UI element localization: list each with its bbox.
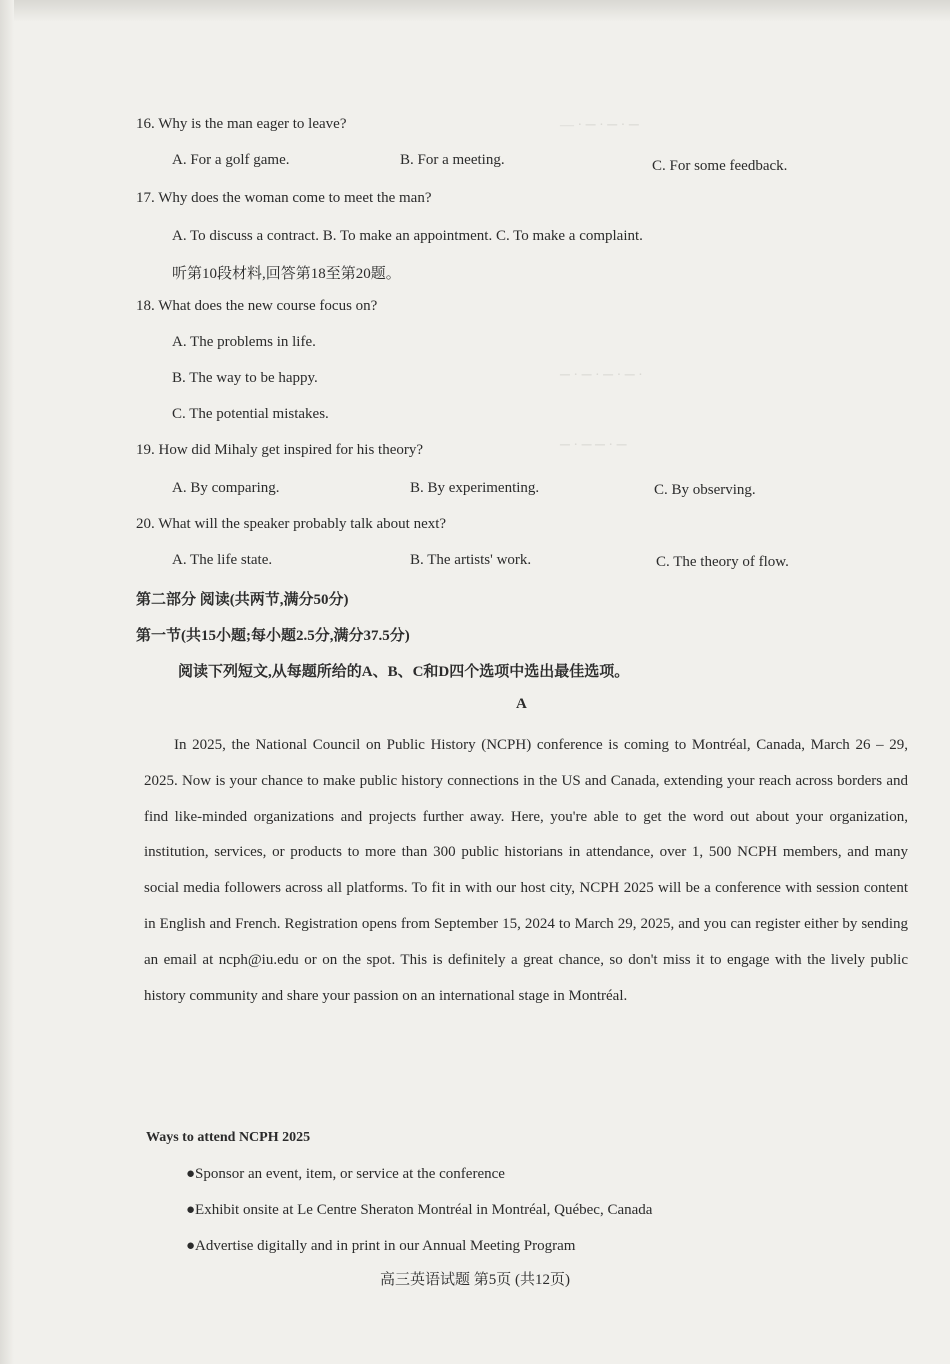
- question-16: 16. Why is the man eager to leave?: [136, 116, 347, 132]
- bullet-exhibit: ●Exhibit onsite at Le Centre Sheraton Montréal in Montréal, Québec, Canada: [186, 1202, 653, 1218]
- option-16a: A. For a golf game.: [172, 152, 290, 168]
- bleed-through-text: — · ─ · ─ · ─: [560, 118, 639, 133]
- question-17: 17. Why does the woman come to meet the man?: [136, 190, 432, 206]
- section-2-title: 第二部分 阅读(共两节,满分50分): [136, 592, 349, 608]
- options-17: A. To discuss a contract. B. To make an appointment. C. To make a complaint.: [172, 228, 643, 244]
- bleed-through-text: ─ · ─ · ─ · ─ ·: [560, 368, 643, 383]
- bleed-through-text: ─ · ─ ─ · ─: [560, 438, 627, 453]
- option-18b: B. The way to be happy.: [172, 370, 318, 386]
- option-19c: C. By observing.: [654, 482, 756, 498]
- section-1-subtitle: 第一节(共15小题;每小题2.5分,满分37.5分): [136, 628, 410, 644]
- page-left-shadow: [0, 0, 14, 1364]
- passage-paragraph: In 2025, the National Council on Public History (NCPH) conference is coming to Montréal, Canada, March 26 – 29, 2025. Now is your chance to make public history connections in the US and Canada, extending your reach across borders and find like-minded organizations and projects further away. Here, you're able to get the word out about your organization, institution, services, or products to more than 300 public historians in attendance, over 1, 500 NCPH members, and many social media followers across all platforms. To fit in with our host city, NCPH 2025 will be a conference with session content in English and French. Registration opens from September 15, 2024 to March 29, 2025, and you can register either by sending an email at ncph@iu.edu or on the spot. This is definitely a great chance, so don't miss it to engage with the lively public history community and share your passion on an international stage in Montréal.: [144, 737, 908, 1004]
- ways-title: Ways to attend NCPH 2025: [146, 1130, 311, 1145]
- page-top-shadow: [0, 0, 950, 22]
- option-18c: C. The potential mistakes.: [172, 406, 329, 422]
- option-18a: A. The problems in life.: [172, 334, 316, 350]
- question-18: 18. What does the new course focus on?: [136, 298, 378, 314]
- listening-instruction: 听第10段材料,回答第18至第20题。: [172, 266, 401, 282]
- bullet-advertise: ●Advertise digitally and in print in our Annual Meeting Program: [186, 1238, 576, 1254]
- bullet-sponsor: ●Sponsor an event, item, or service at the conference: [186, 1166, 505, 1182]
- passage-label: A: [516, 696, 527, 712]
- option-20a: A. The life state.: [172, 552, 273, 568]
- page-footer: 高三英语试题 第5页 (共12页): [380, 1272, 570, 1288]
- question-20: 20. What will the speaker probably talk about next?: [136, 516, 447, 532]
- option-19b: B. By experimenting.: [410, 480, 540, 496]
- option-20c: C. The theory of flow.: [656, 554, 789, 570]
- reading-instruction: 阅读下列短文,从每题所给的A、B、C和D四个选项中选出最佳选项。: [178, 664, 630, 680]
- option-19a: A. By comparing.: [172, 480, 280, 496]
- option-16b: B. For a meeting.: [400, 152, 505, 168]
- question-19: 19. How did Mihaly get inspired for his theory?: [136, 442, 424, 458]
- option-20b: B. The artists' work.: [410, 552, 532, 568]
- option-16c: C. For some feedback.: [652, 158, 788, 174]
